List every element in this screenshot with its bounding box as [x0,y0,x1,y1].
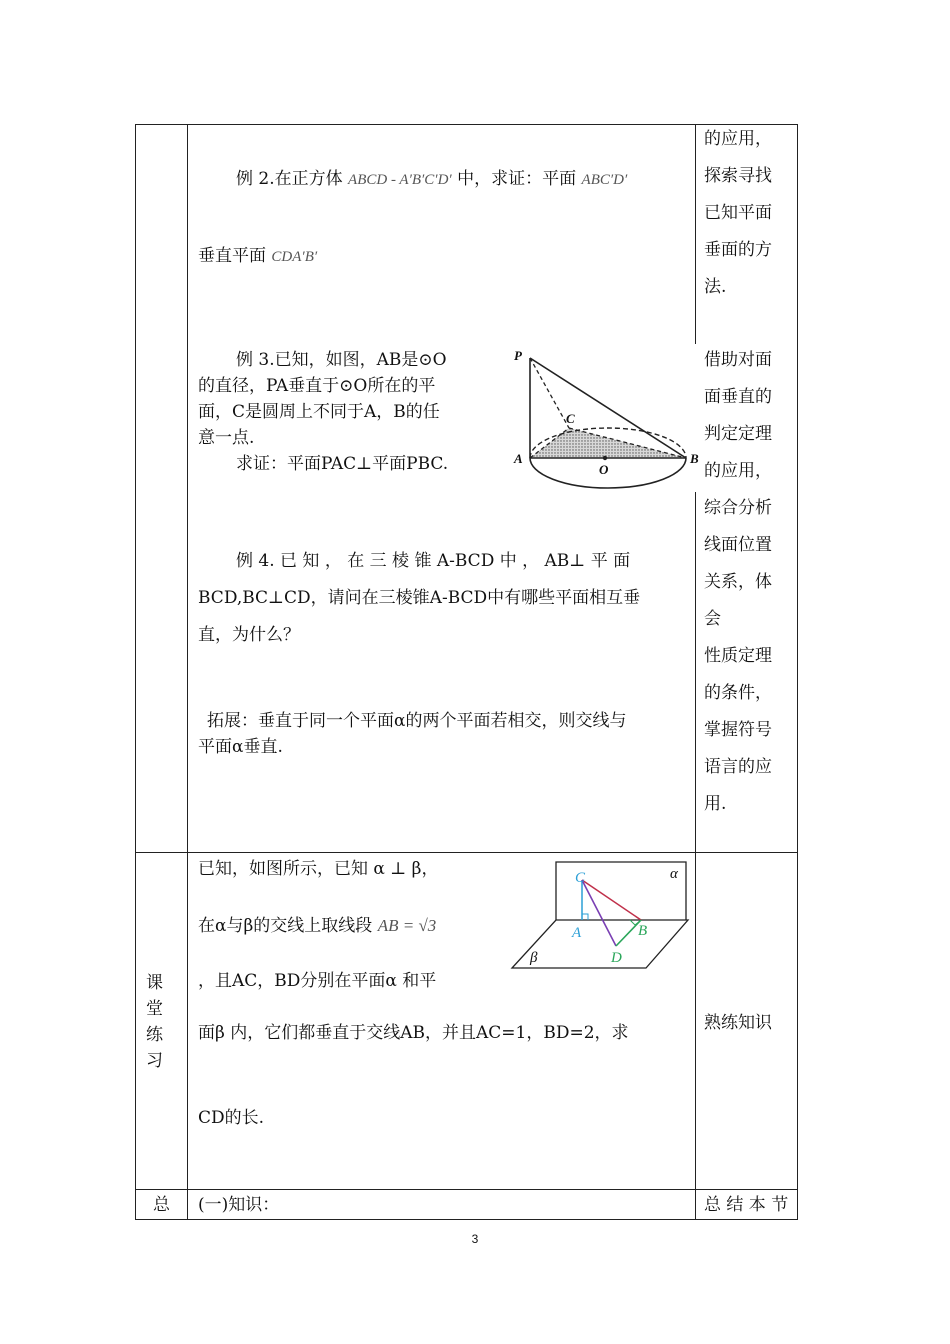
side-note-1-line: 已知平面 [704,203,772,223]
table-divider-2a [695,124,696,344]
table-border-right [797,124,798,1220]
label-b: B [638,923,648,939]
label-d: D [611,950,622,966]
side-note-1-line: 的应用， [704,129,772,149]
label-a: A [572,925,582,941]
table-border-top [135,124,798,125]
label-p: P [514,348,522,363]
segment-pc [530,358,569,428]
side-note-2-line: 用. [704,794,727,814]
side-note-2 [704,342,790,823]
cone-figure [506,344,702,496]
table-border-left [135,124,136,1220]
side-note-2-line: 线面位置 [704,535,772,555]
ex4-line3: 直，为什么？ [198,625,300,645]
ex2-line2 [198,243,317,270]
ex3-line2: 的直径，PA垂直于⊙O所在的平 [198,376,436,396]
center-point [603,456,607,460]
side-note-1-line: 探索寻找 [704,166,772,186]
side-note-1-line: 法. [704,277,727,297]
label-alpha: α [670,866,678,882]
practice-label-char: 堂 [146,999,163,1019]
label-c: C [575,870,586,886]
side-note-2-line: 会 [704,609,721,629]
page-number: 3 [471,1232,479,1246]
side-note-2-line: 性质定理 [704,646,772,666]
ex2-cube: ABCD - A′B′C′D′ [348,172,452,188]
side-note-2-line: 的条件， [704,683,772,703]
ex3-line1: 例 3.已知，如图，AB是⊙O [236,350,447,370]
side-note-2-line: 关系，体 [704,572,772,592]
segment-cd [582,880,616,946]
summary-side: 总 结 本 节 [704,1195,789,1215]
practice-line2 [198,913,436,939]
ex3-line3: 面，C是圆周上不同于A，B的任 [198,402,440,422]
practice-label-char: 练 [146,1025,163,1045]
practice-line2-text: 在α与β的交线上取线段 [198,916,373,936]
ex4-line2: BCD,BC⊥CD，请问在三棱锥A-BCD中有哪些平面相互垂 [198,588,641,608]
label-a: A [514,451,523,466]
ex3-line4: 意一点. [198,428,255,448]
side-note-2-line: 面垂直的 [704,387,772,407]
label-b: B [690,451,699,466]
ex2-plane1: ABC′D′ [581,172,628,188]
ex2-text-mid: 中，求证：平面 [457,169,577,189]
side-note-2-line: 的应用， [704,461,772,481]
practice-line1: 已知，如图所示，已知 α ⊥ β， [198,859,439,879]
side-note-2-line: 借助对面 [704,350,772,370]
table-border-bottom [135,1219,798,1220]
table-row-divider-2 [135,1189,798,1190]
side-note-2-line: 判定定理 [704,424,772,444]
side-note-1-line: 垂面的方 [704,240,772,260]
summary-label: 总 [153,1195,170,1215]
ex2-plane2: CDA′B′ [271,249,318,265]
side-note-2-line: 语言的应 [704,757,772,777]
ex4-line1: 例 4. 已 知 ， 在 三 棱 锥 A-BCD 中 ， AB⊥ 平 面 [236,551,631,571]
practice-line3: ，且AC，BD分别在平面α 和平 [198,971,437,991]
label-c: C [566,411,575,426]
side-note-2-line: 掌握符号 [704,720,772,740]
planes-figure [508,858,692,972]
ex2-text-pre: 例 2.在正方体 [236,169,343,189]
practice-side: 熟练知识 [704,1013,772,1033]
practice-label [146,970,162,1074]
ex2-line1 [236,166,627,193]
practice-line5: CD的长. [198,1108,265,1128]
label-o: O [599,462,609,477]
practice-label-char: 课 [146,973,163,993]
side-note-1 [704,121,790,306]
ext-line1: 拓展：垂直于同一个平面α的两个平面若相交，则交线与 [207,711,627,731]
right-angle-mark [582,914,588,920]
practice-segment-eq: AB = √3 [377,916,437,935]
side-note-2-line: 综合分析 [704,498,772,518]
ex3-line5: 求证：平面PAC⊥平面PBC. [236,454,449,474]
practice-label-char: 习 [146,1051,163,1071]
table-row-divider-1 [135,852,798,853]
ext-line2: 平面α垂直. [198,737,283,757]
segment-cb [582,880,641,920]
plane-beta [512,920,688,968]
ex2-line2-text: 垂直平面 [198,246,266,266]
summary-text: (一)知识： [198,1195,280,1215]
label-beta: β [530,950,538,966]
practice-line4: 面β 内，它们都垂直于交线AB，并且AC=1，BD=2，求 [198,1023,629,1043]
table-divider-1 [187,124,188,1220]
table-divider-2b [695,492,696,1220]
